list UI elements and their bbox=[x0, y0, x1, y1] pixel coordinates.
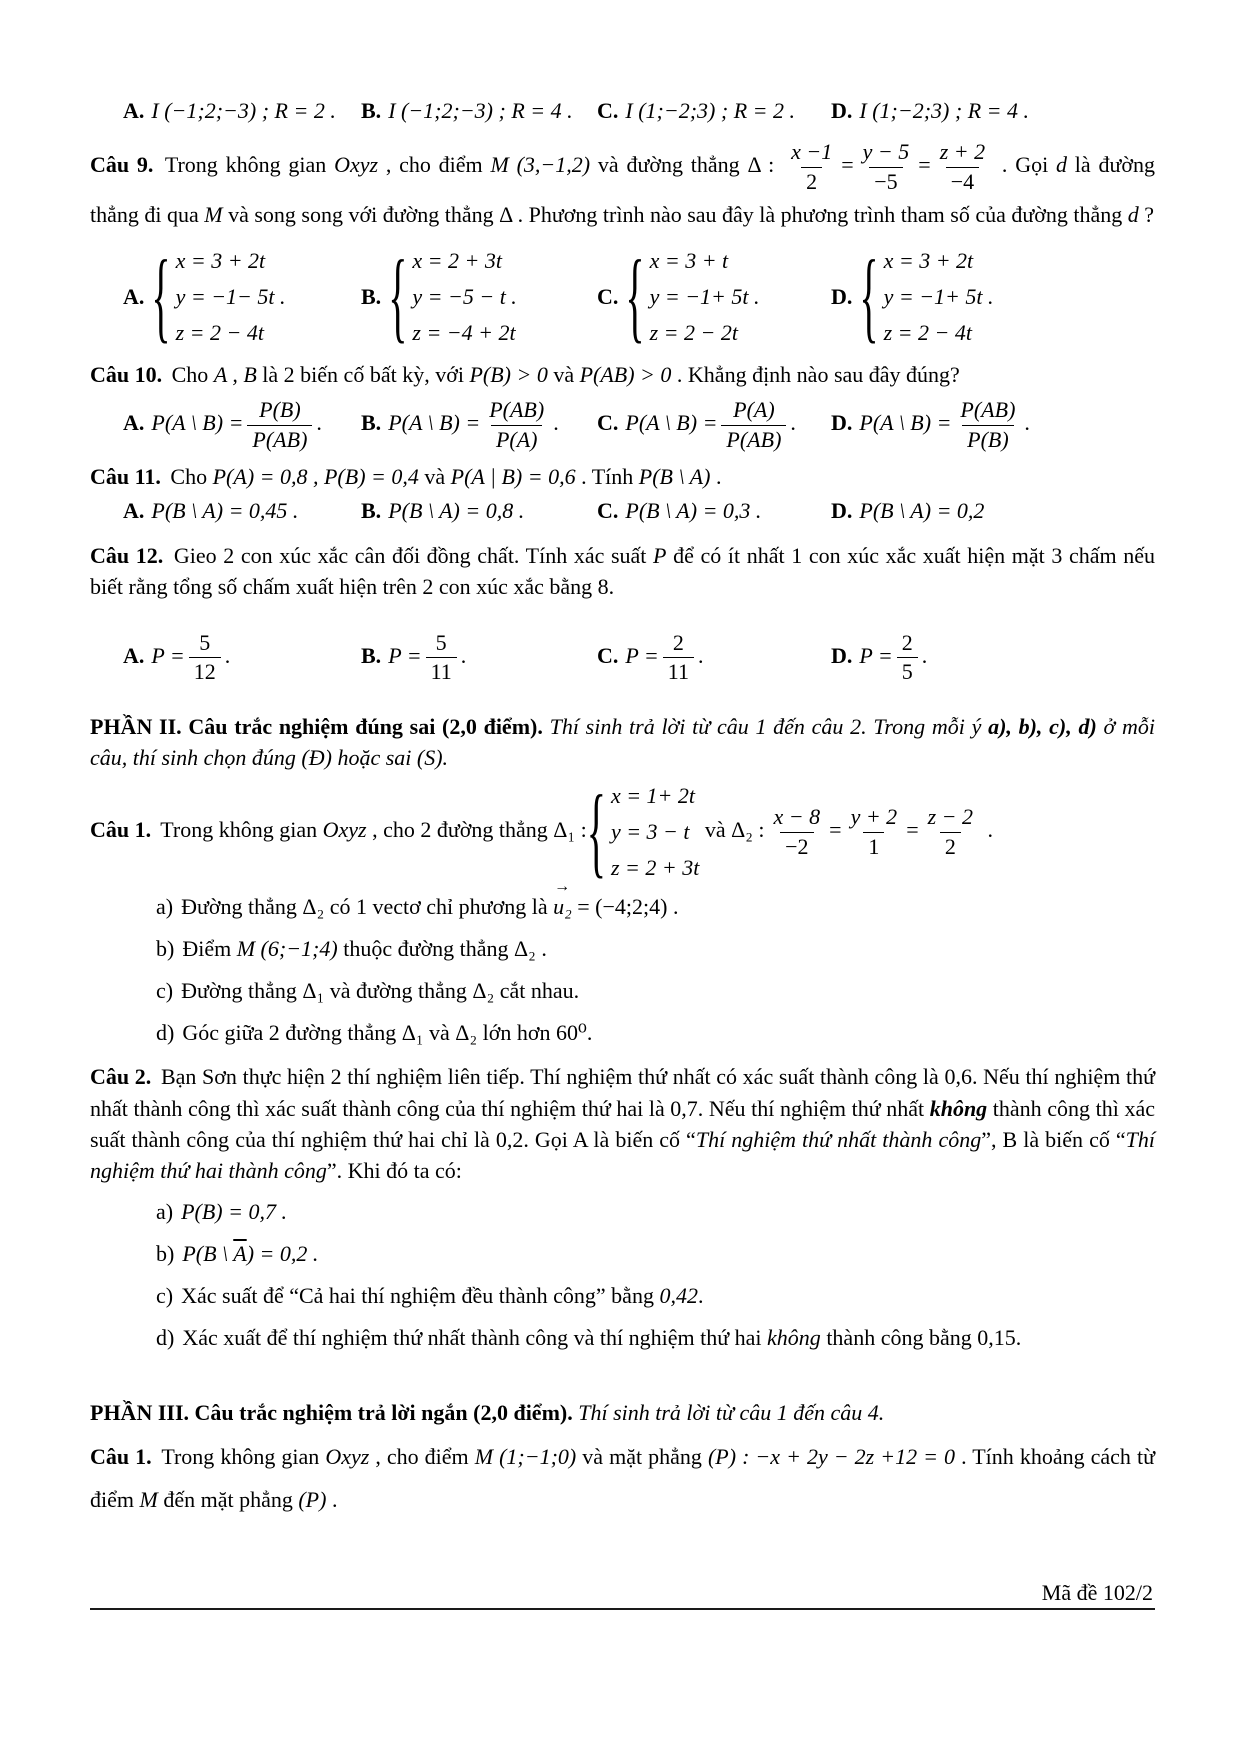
exam-code bbox=[90, 1580, 1155, 1606]
math-segment: P(A | B) = 0,6 bbox=[450, 464, 576, 490]
option-math: P = bbox=[859, 642, 893, 668]
option-math: P(B \ A) = 0,3 . bbox=[625, 498, 762, 524]
question-10-options bbox=[90, 396, 1155, 454]
fraction-numerator: z − 2 bbox=[927, 804, 974, 830]
question-11-text bbox=[90, 464, 1155, 490]
item-d bbox=[90, 1016, 1155, 1049]
fraction-denominator: 1 bbox=[863, 832, 884, 862]
footer-divider bbox=[90, 1608, 1155, 1610]
equation-system bbox=[388, 238, 517, 354]
option-label: C. bbox=[597, 98, 619, 123]
fraction-numerator: x − 8 bbox=[773, 804, 821, 830]
fraction bbox=[484, 396, 549, 454]
question-label: Câu 9. bbox=[90, 152, 154, 178]
option-d bbox=[831, 629, 1155, 687]
equals-sign: = bbox=[918, 152, 931, 178]
text-segment: và bbox=[699, 817, 732, 843]
fraction bbox=[189, 629, 221, 687]
math-segment: M (3,−1,2) bbox=[490, 152, 591, 178]
option-a bbox=[123, 98, 361, 124]
option-label: B. bbox=[361, 284, 382, 310]
text-segment: . bbox=[697, 642, 704, 668]
item-label: b) bbox=[156, 936, 175, 962]
text-segment: , cho điểm bbox=[378, 152, 491, 178]
option-a bbox=[123, 396, 361, 454]
fraction bbox=[897, 629, 918, 687]
option-b bbox=[361, 238, 597, 354]
fraction-numerator: P(AB) bbox=[489, 397, 545, 423]
option-math: P(A \ B) = bbox=[625, 410, 718, 436]
option-label: B. bbox=[361, 642, 382, 668]
emphasis-segment: không bbox=[767, 1325, 821, 1351]
text-segment: Đường thẳng Δ₁ và đường thẳng Δ₂ cắt nhau. bbox=[181, 978, 580, 1004]
question-12-text bbox=[90, 540, 1155, 602]
option-label: C. bbox=[597, 284, 619, 310]
option-label: A. bbox=[123, 98, 145, 123]
part2-question-2-items bbox=[90, 1195, 1155, 1354]
option-b bbox=[361, 629, 597, 687]
fraction bbox=[846, 803, 903, 861]
math-segment: Oxyz bbox=[325, 1444, 370, 1470]
text-segment: Xác suất để “Cả hai thí nghiệm đều thành công” bằng bbox=[181, 1283, 660, 1309]
option-math: I (−1;2;−3) ; R = 2 . bbox=[151, 98, 336, 123]
equation: y = −1+ 5t . bbox=[649, 284, 760, 310]
text-segment: Góc giữa 2 đường thẳng Δ₁ và Δ₂ lớn hơn 60⁰. bbox=[182, 1020, 593, 1046]
section-title: PHẦN II. Câu trắc nghiệm đúng sai (2,0 điểm). bbox=[90, 713, 543, 739]
question-8-options bbox=[90, 98, 1155, 124]
text-segment: ? bbox=[1138, 202, 1155, 228]
option-label: A. bbox=[123, 498, 145, 524]
text-segment: . Gọi bbox=[994, 152, 1056, 178]
text-segment: . bbox=[553, 410, 559, 436]
item-c bbox=[90, 974, 1155, 1007]
part3-question-1-text bbox=[90, 1436, 1155, 1522]
option-c bbox=[597, 98, 831, 124]
math-segment: Δ₂ : bbox=[731, 817, 765, 843]
fraction bbox=[663, 629, 694, 687]
section-instructions: ở mỗi câu, thí sinh chọn đúng (Đ) hoặc sai (S). bbox=[90, 713, 1155, 771]
option-math: P(A \ B) = bbox=[388, 410, 481, 436]
fraction-denominator: 2 bbox=[801, 167, 822, 197]
math-segment: P(B) = 0,7 . bbox=[181, 1199, 287, 1225]
option-math: P(B \ A) = 0,2 bbox=[859, 498, 985, 524]
equation: z = 2 + 3t bbox=[610, 855, 700, 881]
fraction bbox=[858, 138, 915, 196]
item-c bbox=[90, 1279, 1155, 1312]
option-math: P = bbox=[151, 642, 185, 668]
text-segment: . bbox=[921, 642, 928, 668]
question-9-text bbox=[90, 138, 1155, 234]
fraction-denominator: −2 bbox=[780, 832, 813, 862]
equation: z = 2 − 2t bbox=[649, 320, 738, 346]
question-label: Câu 1. bbox=[90, 1444, 152, 1470]
question-10-text bbox=[90, 362, 1155, 388]
item-label: c) bbox=[156, 978, 174, 1004]
item-label: b) bbox=[156, 1241, 175, 1267]
equation: z = −4 + 2t bbox=[412, 320, 516, 346]
part-3-heading bbox=[90, 1400, 1155, 1426]
overline-a: $\overline{A}$ bbox=[233, 1241, 247, 1267]
equation: x = 3 + 2t bbox=[175, 248, 266, 274]
option-c bbox=[597, 629, 831, 687]
text-segment: . bbox=[326, 1487, 338, 1513]
fraction-numerator: 5 bbox=[199, 629, 211, 655]
brace-glyph: { bbox=[625, 238, 645, 354]
option-b bbox=[361, 98, 597, 124]
option-a bbox=[123, 629, 361, 687]
math-segment: P(AB) > 0 bbox=[579, 362, 672, 388]
part-2-heading bbox=[90, 711, 1155, 773]
item-b bbox=[90, 932, 1155, 965]
text-segment: Trong không gian bbox=[155, 1444, 326, 1470]
equation-system bbox=[625, 238, 760, 354]
section-title: PHẦN III. Câu trắc nghiệm trả lời ngắn (2,0 điểm). bbox=[90, 1400, 573, 1426]
text-segment: Trong không gian bbox=[155, 817, 323, 843]
math-segment: M bbox=[204, 202, 223, 228]
option-a bbox=[123, 498, 361, 524]
option-c bbox=[597, 238, 831, 354]
equation: y = −5 − t . bbox=[412, 284, 517, 310]
option-math: P(B \ A) = 0,8 . bbox=[388, 498, 525, 524]
text-segment: Điểm bbox=[182, 936, 237, 962]
emphasis-segment: không bbox=[929, 1095, 988, 1121]
fraction-numerator: z + 2 bbox=[939, 139, 986, 164]
text-segment: và đường thẳng Δ : bbox=[590, 152, 783, 178]
option-label: D. bbox=[831, 642, 853, 668]
text-segment: là 2 biến cố bất kỳ, với bbox=[256, 362, 470, 388]
fraction bbox=[955, 396, 1020, 454]
math-segment: P(B \ bbox=[182, 1241, 234, 1267]
option-label: A. bbox=[123, 642, 145, 668]
fraction-denominator: 5 bbox=[897, 657, 918, 687]
option-label: D. bbox=[831, 284, 853, 310]
fraction-denominator: P(B) bbox=[962, 425, 1014, 455]
equation: x = 2 + 3t bbox=[412, 248, 502, 274]
text-segment: đến mặt phẳng bbox=[157, 1487, 299, 1513]
text-segment: . bbox=[316, 410, 322, 436]
fraction-denominator: P(AB) bbox=[247, 425, 312, 455]
part2-question-2-text bbox=[90, 1061, 1155, 1186]
option-label: B. bbox=[361, 498, 382, 524]
math-segment: (P) bbox=[298, 1487, 327, 1513]
vector-arrow-icon: → bbox=[554, 878, 570, 896]
fraction-denominator: −4 bbox=[946, 167, 979, 197]
text-segment: . Tính khoảng cách từ điểm bbox=[90, 1444, 1155, 1513]
fraction-denominator: 2 bbox=[940, 832, 961, 862]
brace-glyph: { bbox=[388, 238, 408, 354]
part2-question-1-items bbox=[90, 878, 1155, 1049]
option-label: D. bbox=[831, 410, 853, 436]
math-segment: d bbox=[1055, 152, 1067, 178]
equation-system bbox=[151, 238, 286, 354]
math-segment: = (−4;2;4) . bbox=[571, 894, 679, 920]
option-math: P(A \ B) = bbox=[859, 410, 952, 436]
text-segment: ”, B là biến cố “ bbox=[981, 1126, 1126, 1152]
option-d bbox=[831, 498, 1155, 524]
fraction-numerator: 5 bbox=[435, 629, 447, 655]
fraction-denominator: P(A) bbox=[491, 425, 543, 455]
option-math: I (1;−2;3) ; R = 4 . bbox=[859, 98, 1029, 123]
fraction-numerator: P(A) bbox=[733, 397, 775, 423]
text-segment: Cho bbox=[166, 362, 214, 388]
item-a bbox=[90, 1195, 1155, 1228]
item-label: a) bbox=[156, 1199, 174, 1225]
section-instructions: Thí sinh trả lời từ câu 1 đến câu 2. Trong mỗi ý bbox=[542, 713, 989, 739]
question-9-options bbox=[90, 238, 1155, 354]
option-label: A. bbox=[123, 410, 145, 436]
text-segment: . bbox=[697, 1283, 704, 1309]
fraction-numerator: P(B) bbox=[259, 397, 301, 423]
equation: y = −1+ 5t . bbox=[883, 284, 994, 310]
question-label: Câu 1. bbox=[90, 817, 152, 843]
equation: x = 1+ 2t bbox=[610, 783, 696, 809]
item-label: a) bbox=[156, 894, 174, 920]
math-segment: (P) : −x + 2y − 2z +12 = 0 bbox=[707, 1444, 956, 1470]
fraction bbox=[923, 803, 978, 861]
text-segment: Cho bbox=[164, 464, 213, 490]
equals-sign: = bbox=[841, 152, 854, 178]
part2-question-1-text bbox=[90, 773, 1155, 889]
math-segment: Oxyz bbox=[334, 152, 379, 178]
fraction bbox=[247, 396, 312, 454]
text-segment: Trong không gian bbox=[157, 152, 335, 178]
question-label: Câu 10. bbox=[90, 362, 163, 388]
brace-glyph: { bbox=[586, 773, 606, 889]
math-segment: A , B bbox=[213, 362, 257, 388]
math-segment: P(B) = 0,4 bbox=[323, 464, 419, 490]
text-segment: là đường thẳng đi qua bbox=[90, 152, 1156, 228]
option-d bbox=[831, 238, 1155, 354]
text-segment: và bbox=[547, 362, 580, 388]
option-math: I (1;−2;3) ; R = 2 . bbox=[625, 98, 795, 123]
option-label: B. bbox=[361, 98, 382, 123]
item-label: d) bbox=[156, 1325, 175, 1351]
option-b bbox=[361, 498, 597, 524]
fraction-numerator: x −1 bbox=[791, 139, 833, 164]
option-math: I (−1;2;−3) ; R = 4 . bbox=[388, 98, 573, 123]
fraction-denominator: −5 bbox=[869, 167, 902, 197]
option-d bbox=[831, 396, 1155, 454]
brace-glyph: { bbox=[859, 238, 879, 354]
option-d bbox=[831, 98, 1155, 124]
math-segment: Oxyz bbox=[322, 817, 367, 843]
text-segment: và bbox=[418, 464, 451, 490]
text-segment: để có ít nhất 1 con xúc xắc xuất hiện mặt 3 chấm nếu biết rằng tổng số chấm xuất hiện trên 2 con xúc xắc bằng 8. bbox=[90, 543, 1155, 600]
item-label: d) bbox=[156, 1020, 175, 1046]
equation-system bbox=[859, 238, 994, 354]
fraction-numerator: y − 5 bbox=[862, 139, 910, 164]
text-segment: . Tính bbox=[575, 464, 639, 490]
option-label: B. bbox=[361, 410, 382, 436]
question-label: Câu 11. bbox=[90, 464, 161, 490]
text-segment: thành công thì xác suất thành công của thí nghiệm thứ hai chỉ là 0,2. Gọi A là biến cố “ bbox=[90, 1095, 1155, 1152]
equation: y = 3 − t bbox=[610, 819, 690, 845]
fraction-numerator: P(AB) bbox=[960, 397, 1016, 423]
fraction-numerator: 2 bbox=[901, 629, 913, 655]
text-segment: . bbox=[790, 410, 796, 436]
option-c bbox=[597, 396, 831, 454]
text-segment: ”. Khi đó ta có: bbox=[326, 1158, 462, 1184]
option-math: P = bbox=[625, 642, 659, 668]
math-segment: P(A) = 0,8 , bbox=[212, 464, 319, 490]
quoted-event-b: Thí nghiệm thứ hai thành công bbox=[90, 1126, 1155, 1184]
math-segment: d bbox=[1127, 202, 1139, 228]
item-label: c) bbox=[156, 1283, 174, 1309]
text-segment: Xác xuất để thí nghiệm thứ nhất thành công và thí nghiệm thứ hai bbox=[182, 1325, 768, 1351]
math-segment: M (1;−1;0) bbox=[474, 1444, 577, 1470]
text-segment: Bạn Sơn thực hiện 2 thí nghiệm liên tiếp. Thí nghiệm thứ nhất có xác suất thành công là 0,6. Nếu thí nghiệm thứ nhất thành công thì xác suất thành công của thí nghiệm thứ hai là 0,7. Nếu thí nghiệm thứ nhất bbox=[90, 1064, 1156, 1121]
option-b bbox=[361, 396, 597, 454]
question-label: Câu 12. bbox=[90, 543, 164, 569]
text-segment: , cho điểm bbox=[369, 1444, 475, 1470]
option-label: D. bbox=[831, 498, 853, 524]
equation: x = 3 + 2t bbox=[883, 248, 974, 274]
math-segment: Δ₁ : bbox=[553, 817, 587, 843]
option-label: C. bbox=[597, 410, 619, 436]
text-segment: . bbox=[982, 817, 994, 843]
text-segment: . bbox=[460, 642, 467, 668]
option-math: P = bbox=[388, 642, 422, 668]
text-segment: . bbox=[224, 642, 231, 668]
exam-code-text: Mã đề 102/2 bbox=[1041, 1580, 1153, 1606]
equation: z = 2 − 4t bbox=[883, 320, 972, 346]
text-segment: và song song với đường thẳng Δ . Phương trình nào sau đây là phương trình tham số của đường thẳng bbox=[222, 202, 1128, 228]
equation-system bbox=[586, 773, 700, 889]
math-segment: P(B \ A) bbox=[638, 464, 711, 490]
equals-sign: = bbox=[906, 817, 919, 843]
brace-glyph: { bbox=[151, 238, 171, 354]
text-segment: thuộc đường thẳng Δ₂ . bbox=[337, 936, 547, 962]
option-c bbox=[597, 498, 831, 524]
fraction bbox=[786, 138, 837, 196]
math-segment: 0,42 bbox=[659, 1283, 698, 1309]
math-segment: ) = 0,2 . bbox=[246, 1241, 319, 1267]
text-segment: . bbox=[710, 464, 722, 490]
equation: z = 2 − 4t bbox=[175, 320, 264, 346]
math-segment: P(B) > 0 bbox=[469, 362, 548, 388]
option-math: P(A \ B) = bbox=[151, 410, 244, 436]
option-label: A. bbox=[123, 284, 145, 310]
text-segment: Đường thẳng Δ₂ có 1 vectơ chỉ phương là bbox=[181, 894, 554, 920]
option-label: C. bbox=[597, 498, 619, 524]
quoted-event-a: Thí nghiệm thứ nhất thành công bbox=[695, 1126, 982, 1152]
math-segment: M (6;−1;4) bbox=[236, 936, 338, 962]
item-d bbox=[90, 1321, 1155, 1354]
text-segment: . bbox=[1024, 410, 1030, 436]
fraction-denominator: 11 bbox=[426, 657, 457, 687]
math-segment: M bbox=[139, 1487, 158, 1513]
math-segment: u₂ bbox=[553, 894, 572, 920]
option-label: C. bbox=[597, 642, 619, 668]
equation: x = 3 + t bbox=[649, 248, 729, 274]
fraction bbox=[426, 629, 457, 687]
fraction-numerator: 2 bbox=[672, 629, 684, 655]
fraction bbox=[721, 396, 786, 454]
option-label: D. bbox=[831, 98, 853, 123]
question-11-options bbox=[90, 498, 1155, 524]
equals-sign: = bbox=[829, 817, 842, 843]
section-instructions: Thí sinh trả lời từ câu 1 đến câu 4. bbox=[572, 1400, 885, 1426]
section-instructions-emphasis: a), b), c), d) bbox=[988, 713, 1097, 739]
text-segment: . Khẳng định nào sau đây đúng? bbox=[671, 362, 960, 388]
text-segment: thành công bằng 0,15. bbox=[820, 1325, 1022, 1351]
text-segment: , cho 2 đường thẳng bbox=[366, 817, 554, 843]
fraction-denominator: 12 bbox=[189, 657, 221, 687]
question-12-options bbox=[90, 629, 1155, 687]
fraction-denominator: 11 bbox=[663, 657, 694, 687]
option-a bbox=[123, 238, 361, 354]
item-a bbox=[90, 878, 1155, 923]
math-segment: P bbox=[653, 543, 667, 569]
equation: y = −1− 5t . bbox=[175, 284, 286, 310]
fraction bbox=[769, 803, 826, 861]
fraction bbox=[935, 138, 990, 196]
fraction-denominator: P(AB) bbox=[721, 425, 786, 455]
text-segment: Gieo 2 con xúc xắc cân đối đồng chất. Tính xác suất bbox=[167, 543, 654, 569]
vector-u2 bbox=[553, 878, 572, 923]
item-b bbox=[90, 1237, 1155, 1270]
option-math: P(B \ A) = 0,45 . bbox=[151, 498, 299, 524]
question-label: Câu 2. bbox=[90, 1064, 152, 1090]
text-segment: và mặt phẳng bbox=[576, 1444, 708, 1470]
fraction-numerator: y + 2 bbox=[850, 804, 898, 830]
